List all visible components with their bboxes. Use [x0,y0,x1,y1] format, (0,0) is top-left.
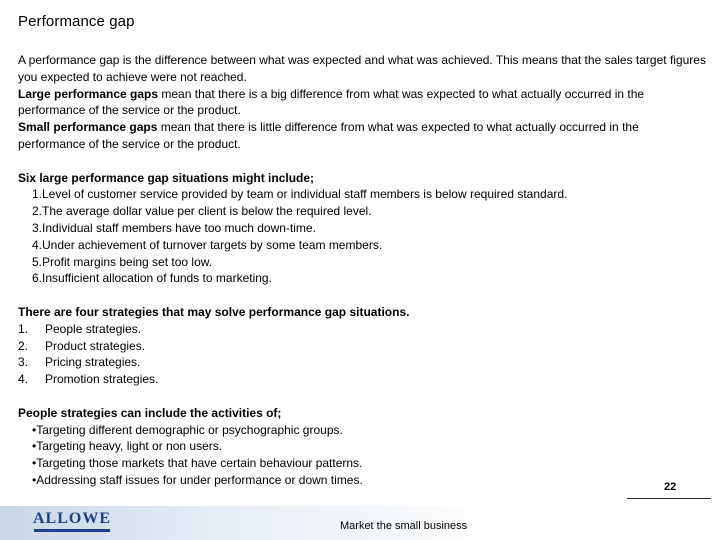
small-gap-definition [18,119,708,153]
situation-item: 1.Level of customer service provided by team or individual staff members is below required standard. [32,187,568,202]
small-gap-label: Small performance gaps [18,120,158,135]
page-number-rule [627,498,711,499]
strategy-text: Promotion strategies. [45,372,159,387]
intro-paragraph: A performance gap is the difference between what was expected and what was achieved. This means that the sales target figures you expected to achieve were not reached. [18,53,706,84]
strategy-number: 1. [18,321,29,336]
logo-underline [34,529,110,532]
people-item: •Targeting different demographic or psychographic groups. [32,422,343,437]
situation-item: 5.Profit margins being set too low. [32,254,213,269]
situations-heading: Six large performance gap situations might include; [18,170,315,185]
page-number: 22 [664,481,677,493]
large-gap-definition [18,86,708,120]
people-item: •Addressing staff issues for under performance or down times. [32,472,363,487]
situation-item: 2.The average dollar value per client is below the required level. [32,204,372,219]
strategy-text: Pricing strategies. [45,355,141,370]
strategy-item [18,371,708,388]
strategy-text: People strategies. [45,321,142,336]
people-item: •Targeting heavy, light or non users. [32,439,223,454]
allowe-logo [32,510,112,534]
people-item: •Targeting those markets that have certain behaviour patterns. [32,456,363,471]
strategy-number: 2. [18,338,29,353]
slide-content [18,52,708,489]
large-gap-label: Large performance gaps [18,86,159,101]
strategy-item [18,321,708,338]
strategy-number: 4. [18,372,29,387]
footer-caption: Market the small business [340,520,468,532]
strategy-text: Product strategies. [45,338,146,353]
slide-title: Performance gap [18,13,135,30]
small-gap-text: mean that there is little difference from what was expected to what actually occurred in the performance of the service or the product. [18,120,639,151]
strategy-item [18,354,708,371]
strategy-item [18,338,708,355]
large-gap-text: mean that there is a big difference from what was expected to what actually occurred in the performance of the service or the product. [18,86,645,118]
people-heading: People strategies can include the activities of; [18,405,282,420]
situation-item: 6.Insufficient allocation of funds to marketing. [32,271,272,286]
situation-item: 3.Individual staff members have too much down-time. [32,220,316,235]
strategies-heading: There are four strategies that may solve performance gap situations. [18,304,410,319]
strategy-number: 3. [18,355,29,370]
situation-item: 4.Under achievement of turnover targets by some team members. [32,237,383,252]
logo-text: ALLOWE [32,510,111,527]
